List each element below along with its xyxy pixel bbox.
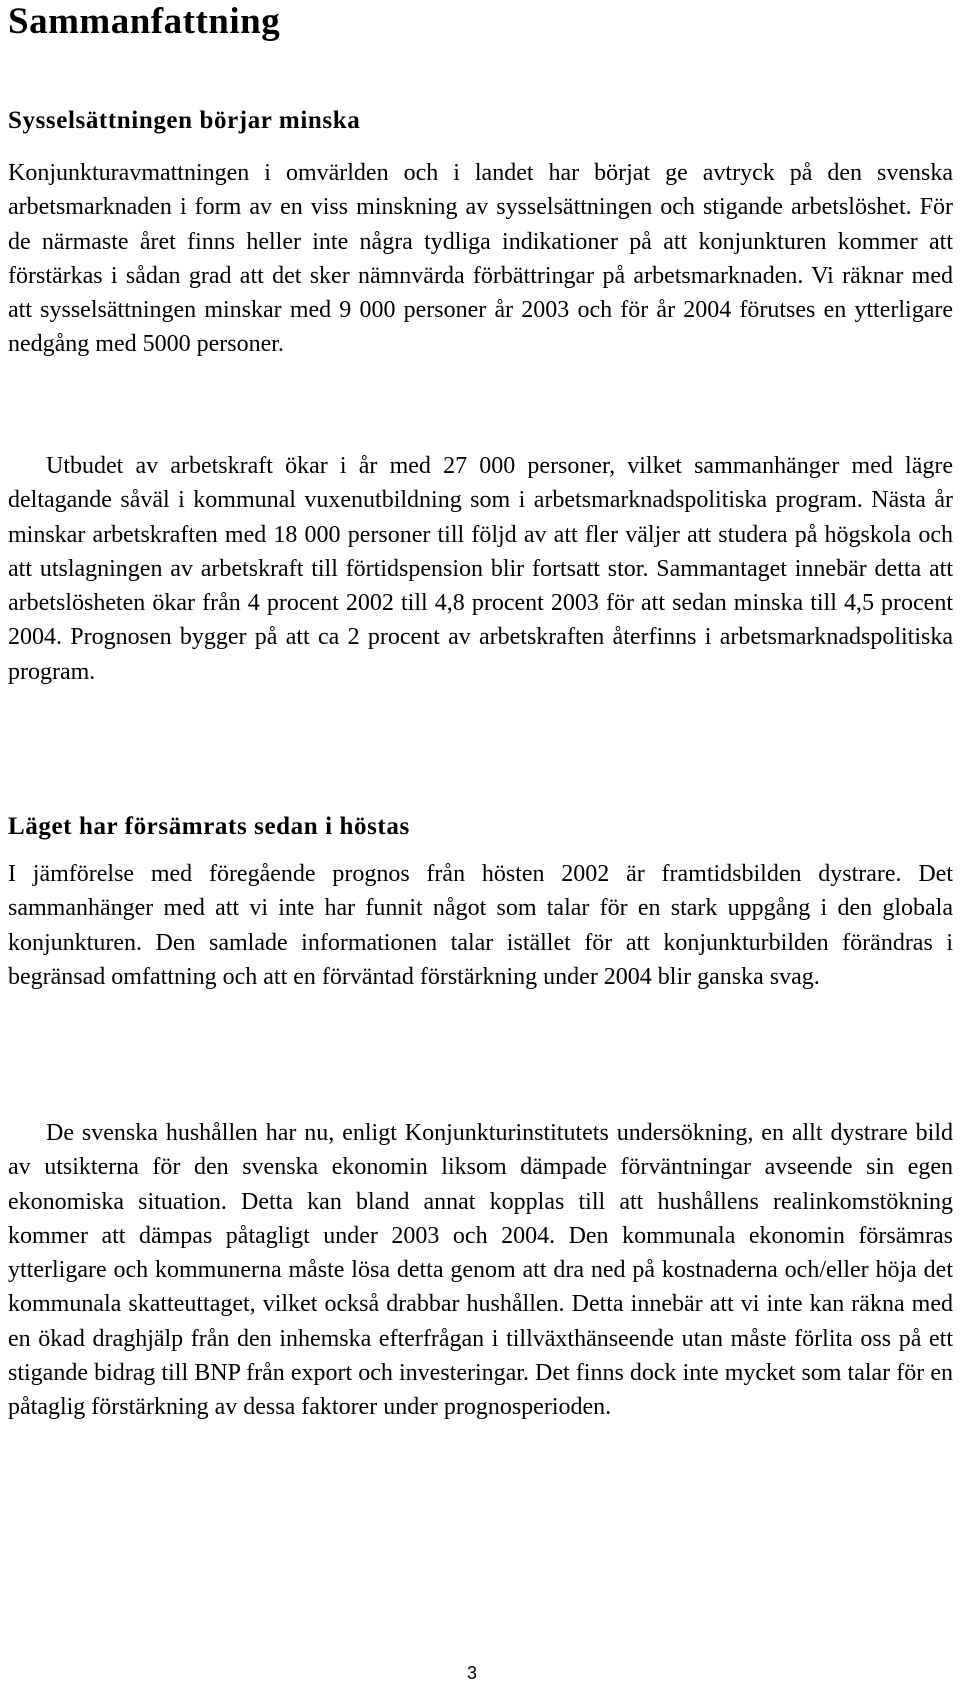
section-heading-outlook: Läget har försämrats sedan i höstas xyxy=(8,813,410,840)
paragraph: De svenska hushållen har nu, enligt Konjunkturinstitutets undersökning, en allt dystrare bild av utsikterna för den svenska ekonomin liksom dämpade förväntningar avseende sin egen ekonomiska situation. Detta kan bland annat kopplas till att hushållens realinkomstökning kommer att dämpas påtagligt under 2003 och 2004. Den kommunala ekonomin försämras ytterligare och kommunerna måste lösa detta genom att dra ned på kostnaderna och/eller höja det kommunala skatteuttaget, vilket också drabbar hushållen. Detta innebär att vi inte kan räkna med en ökad draghjälp från den inhemska efterfrågan i tillväxthänseende utan måste förlita oss på ett stigande bidrag till BNP från export och investeringar. Det finns dock inte mycket som talar för en påtaglig förstärkning av dessa faktorer under prognosperioden. xyxy=(8,1120,953,1421)
paragraph: Konjunkturavmattningen i omvärlden och i landet har börjat ge avtryck på den svenska arbetsmarknaden i form av en viss minskning av sysselsättningen och stigande arbetslöshet. För de närmaste året finns heller inte några tydliga indikationer på att konjunkturen kommer att förstärkas i sådan grad att det sker nämnvärda förbättringar på arbetsmarknaden. Vi räknar med att sysselsättningen minskar med 9 000 personer år 2003 och för år 2004 förutses en ytterligare nedgång med 5000 personer. xyxy=(8,160,953,358)
page-number: 3 xyxy=(467,1663,478,1683)
page-title: Sammanfattning xyxy=(8,1,281,42)
paragraph: I jämförelse med föregående prognos från hösten 2002 är framtidsbilden dystrare. Det sammanhänger med att vi inte har funnit något som talar för en stark uppgång i den globala konjunkturen. Den samlade informationen talar istället för att konjunkturbilden förändras i begränsad omfattning och att en förväntad förstärkning under 2004 blir ganska svag. xyxy=(8,861,953,990)
paragraph: Utbudet av arbetskraft ökar i år med 27 000 personer, vilket sammanhänger med lägre deltagande såväl i kommunal vuxenutbildning som i arbetsmarknadspolitiska program. Nästa år minskar arbetskraften med 18 000 personer till följd av att fler väljer att studera på högskola och att utslagningen av arbetskraft till förtidspension blir fortsatt stor. Sammantaget innebär detta att arbetslösheten ökar från 4 procent 2002 till 4,8 procent 2003 för att sedan minska till 4,5 procent 2004. Prognosen bygger på att ca 2 procent av arbetskraften återfinns i arbetsmarknadspolitiska program. xyxy=(8,453,953,685)
section-heading-employment: Sysselsättningen börjar minska xyxy=(8,107,361,134)
document-page xyxy=(8,0,953,1421)
